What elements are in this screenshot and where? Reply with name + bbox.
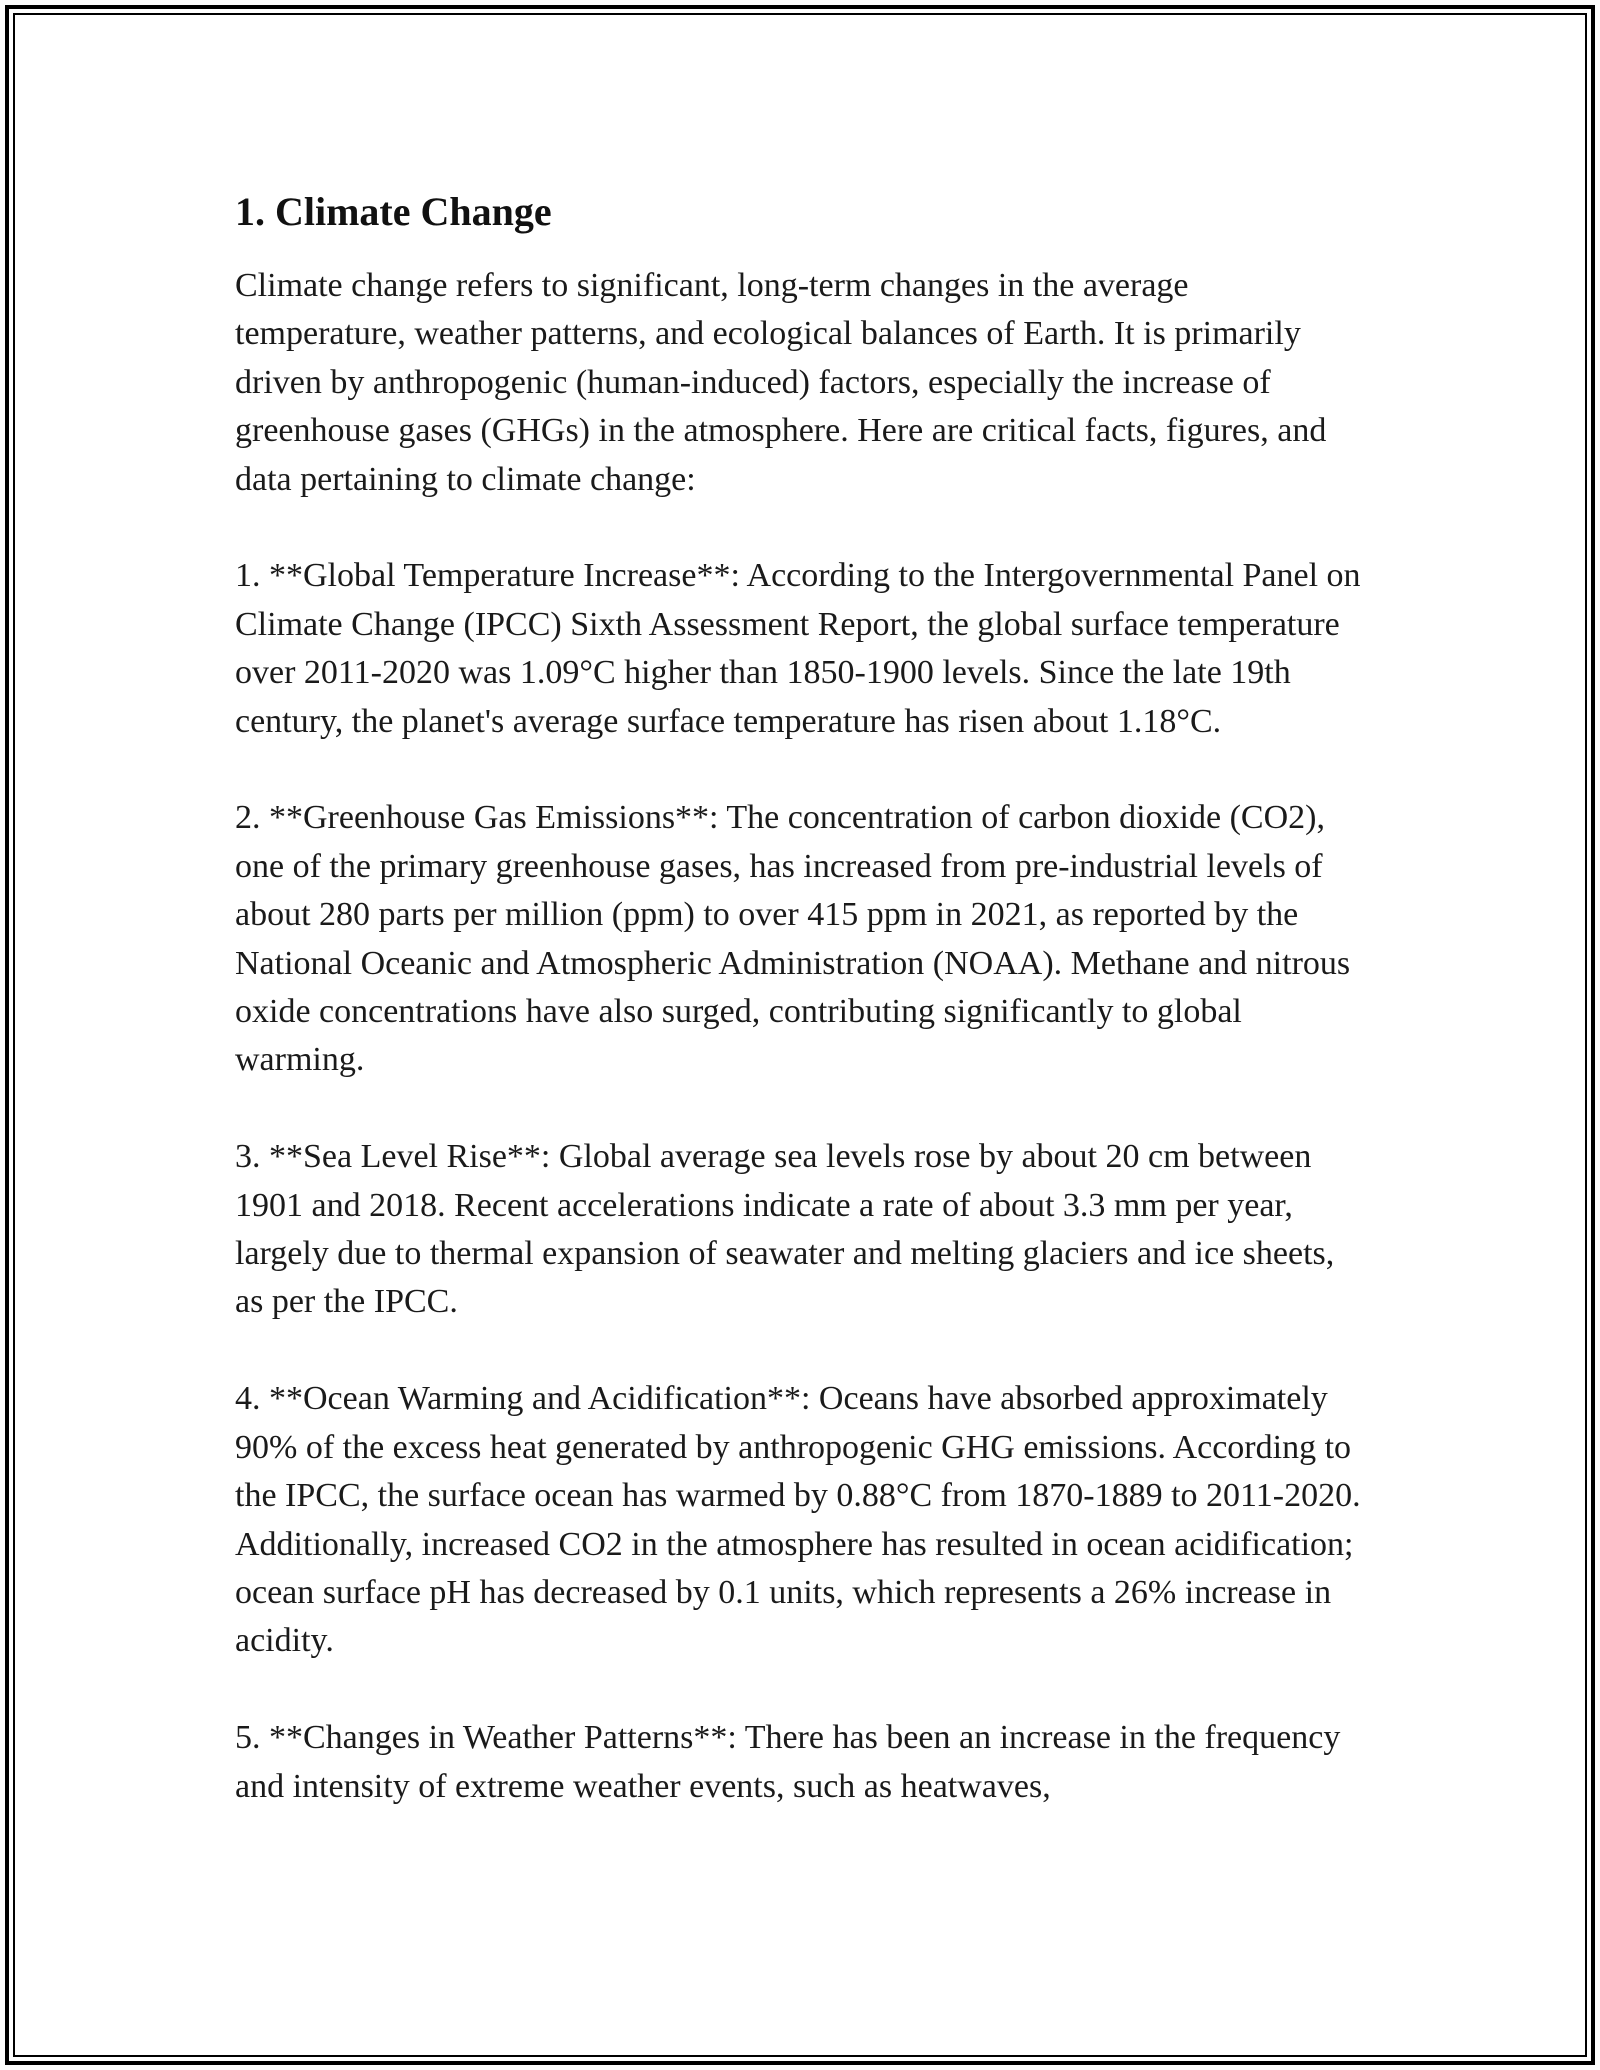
temperature-paragraph: 1. **Global Temperature Increase**: According to the Intergovernmental Panel on Climate Change (IPCC) Sixth Assessment Report, the global surface temperature over 2011-2020 was 1.09°C higher than 1850-1900 levels. Since the late 19th century, the planet's average surface temperature has risen about 1.18°C. <box>235 557 1361 740</box>
document-body <box>235 184 1365 1811</box>
intro-paragraph: Climate change refers to significant, long-term changes in the average temperature, weather patterns, and ecological balances of Earth. It is primarily driven by anthropogenic (human-induced) factors, especially the increase of greenhouse gases (GHGs) in the atmosphere. Here are critical facts, figures, and data pertaining to climate change: <box>235 267 1327 498</box>
weather-paragraph: 5. **Changes in Weather Patterns**: There has been an increase in the frequency and intensity of extreme weather events, such as heatwaves, <box>235 1719 1341 1805</box>
ocean-paragraph: 4. **Ocean Warming and Acidification**: Oceans have absorbed approximately 90% of the excess heat generated by anthropogenic GHG emissions. According to the IPCC, the surface ocean has warmed by 0.88°C from 1870-1889 to 2011-2020. Additionally, increased CO2 in the atmosphere has resulted in ocean acidification; ocean surface pH has decreased by 0.1 units, which represents a 26% increase in acidity. <box>235 1380 1361 1660</box>
sea-level-paragraph: 3. **Sea Level Rise**: Global average sea levels rose by about 20 cm between 1901 and 2018. Recent accelerations indicate a rate of about 3.3 mm per year, largely due to thermal expansion of seawater and melting glaciers and ice sheets, as per the IPCC. <box>235 1138 1335 1321</box>
section-heading: 1. Climate Change <box>235 189 552 234</box>
emissions-paragraph: 2. **Greenhouse Gas Emissions**: The concentration of carbon dioxide (CO2), one of the primary greenhouse gases, has increased from pre-industrial levels of about 280 parts per million (ppm) to over 415 ppm in 2021, as reported by the National Oceanic and Atmospheric Administration (NOAA). Methane and nitrous oxide concentrations have also surged, contributing significantly to global warming. <box>235 799 1351 1079</box>
